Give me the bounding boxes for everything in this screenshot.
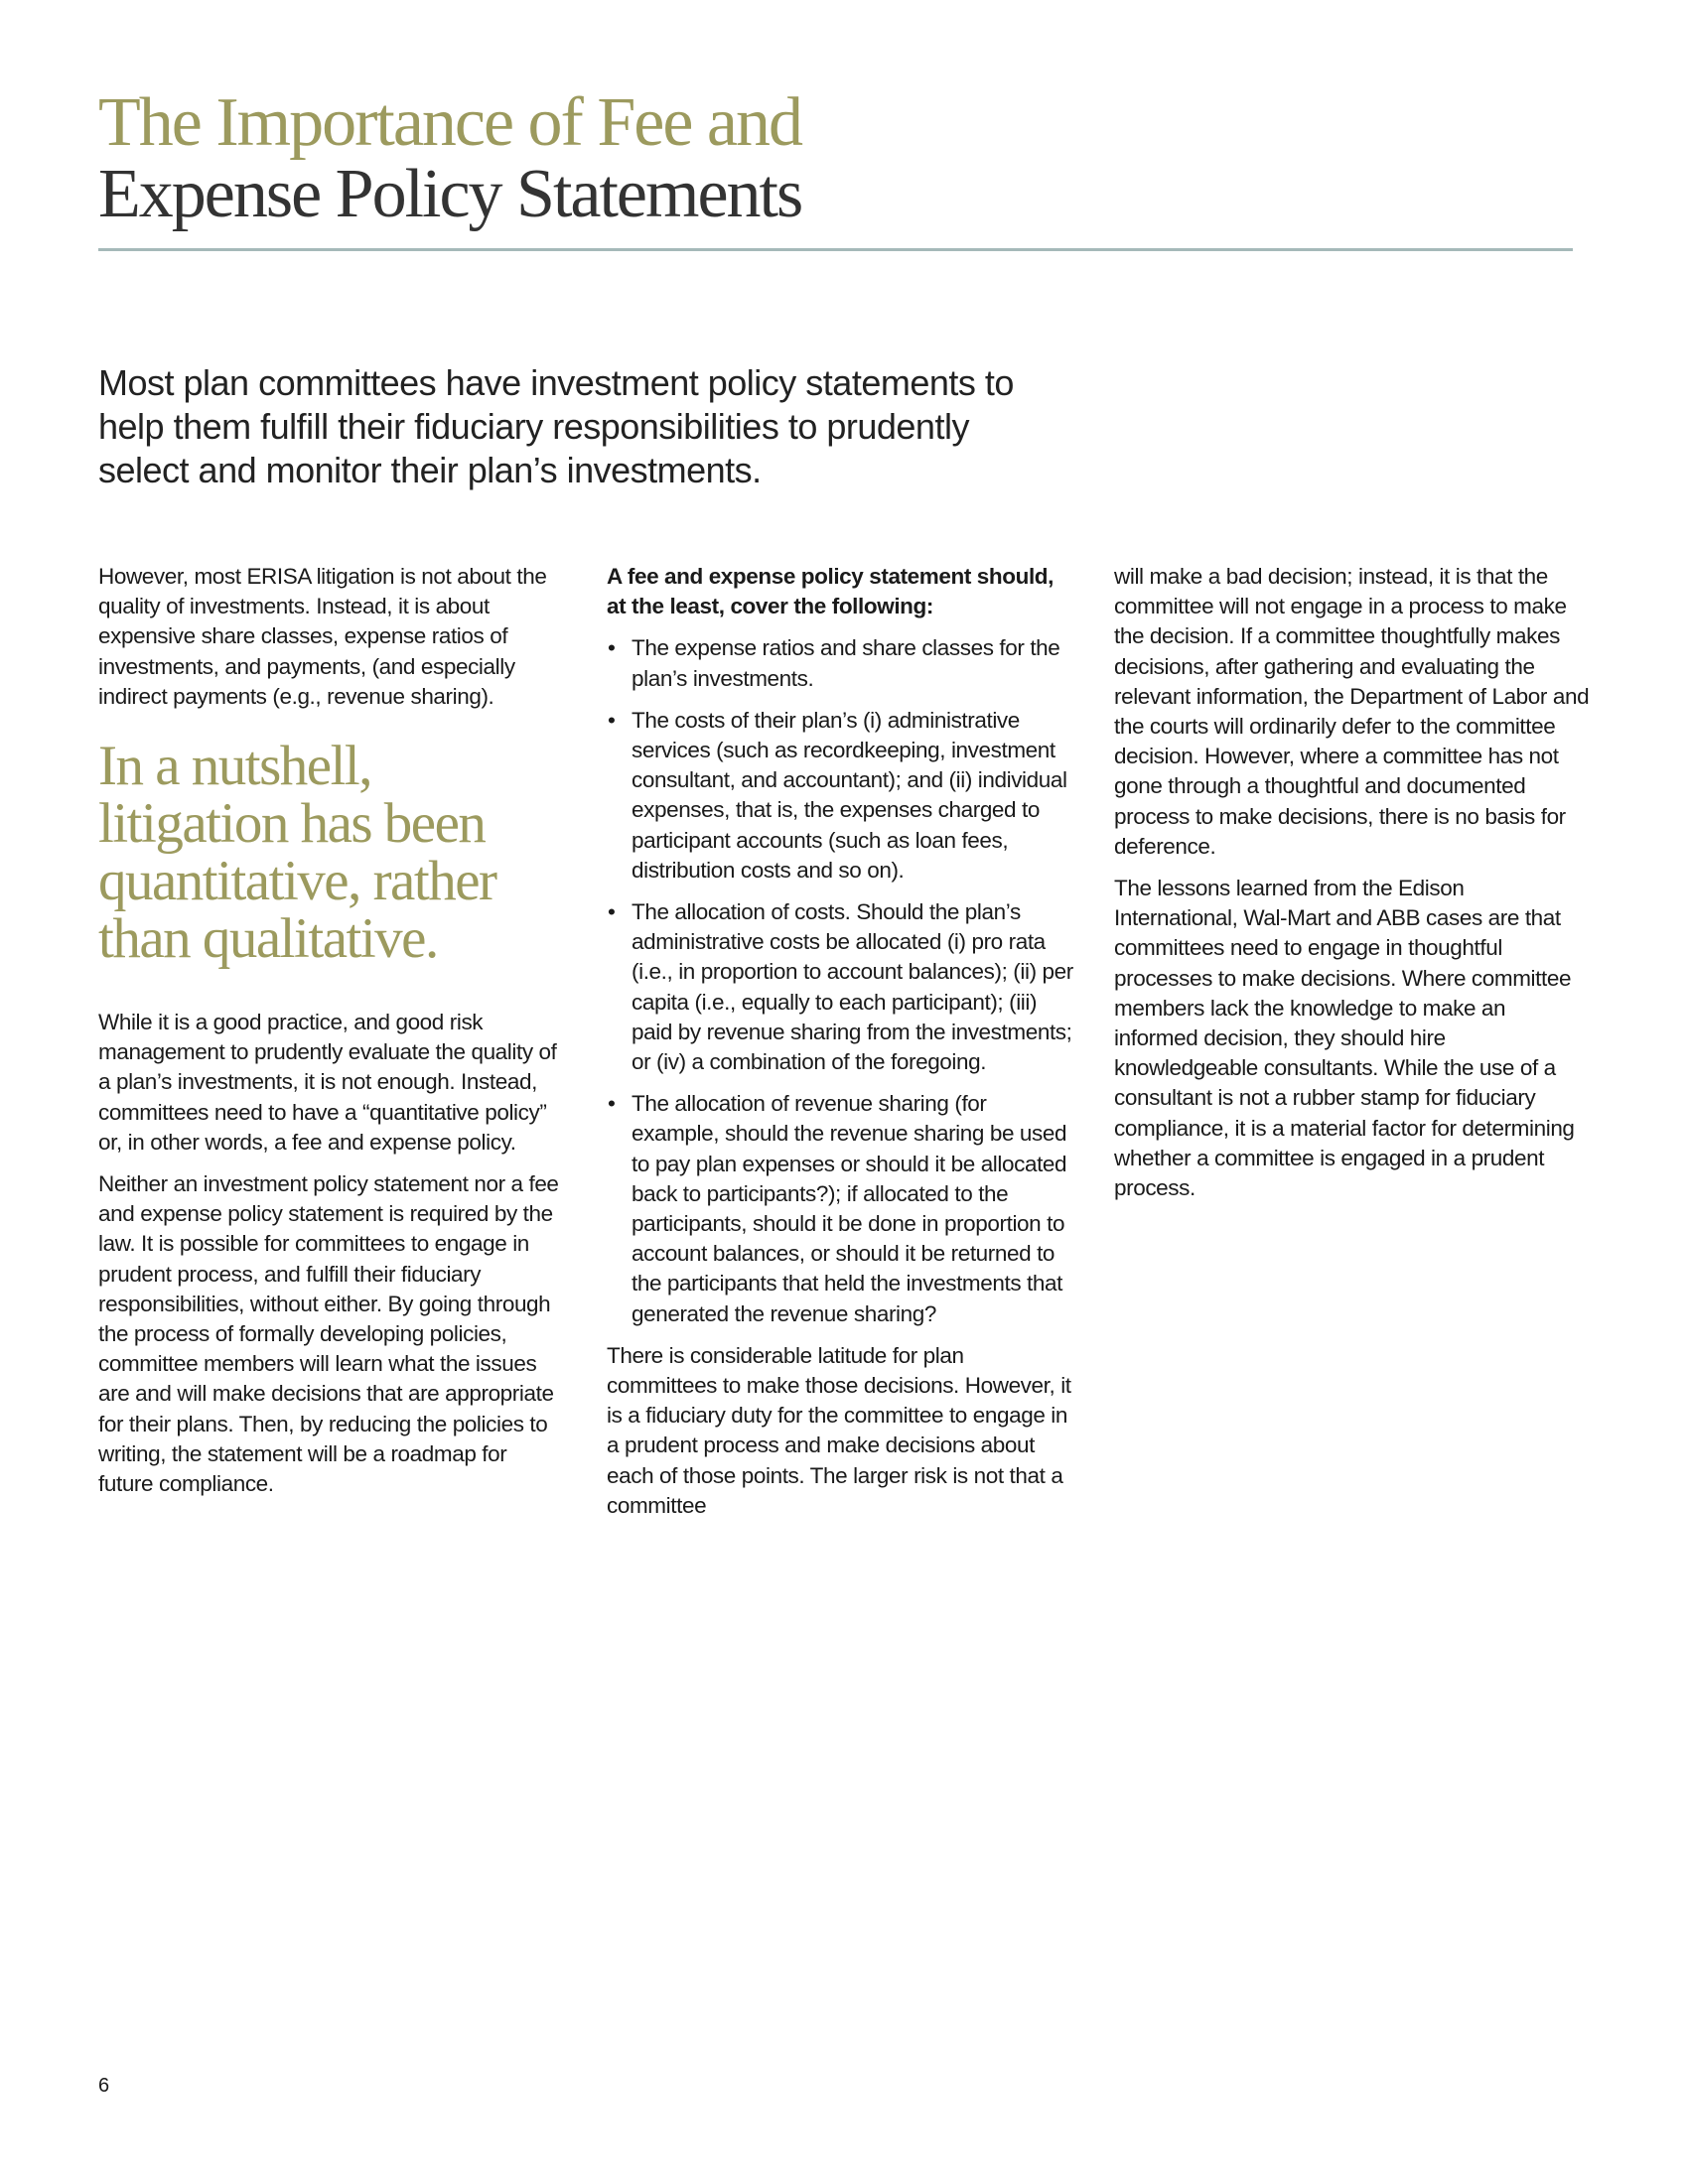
title-line-1: The Importance of Fee and — [98, 84, 802, 161]
pull-quote: In a nutshell, litigation has been quantitative, rather than qualitative. — [98, 735, 496, 971]
intro-paragraph: Most plan committees have investment policy statements to help them fulfill their fiduciary responsibilities to prudently select and monitor their plan’s investments. — [98, 362, 1014, 490]
column-1 — [98, 562, 565, 1511]
bullet-list — [607, 633, 1073, 1328]
column-2 — [607, 562, 1073, 1533]
list-item: • The allocation of costs. Should the plan’s administrative costs be allocated (i) pro rata (i.e., in proportion to account balances); (ii) per capita (i.e., equally to each participant); (iii) paid by revenue sharing from the investments; or (iv) a combination of the foregoing. — [632, 897, 1073, 1077]
list-item: • The expense ratios and share classes for the plan’s investments. — [632, 633, 1073, 693]
body-paragraph: While it is a good practice, and good risk management to prudently evaluate the quality of a plan’s investments, it is not enough. Instead, committees need to have a “quantitative policy” or, in other words, a fee and expense policy. — [98, 1010, 557, 1155]
body-paragraph: However, most ERISA litigation is not about the quality of investments. Instead, it is about expensive share classes, expense ratios of investments, and payments, (and especially indirect payments (e.g., revenue sharing). — [98, 564, 547, 709]
column-3 — [1114, 562, 1591, 1215]
body-paragraph: There is considerable latitude for plan committees to make those decisions. However, it is a fiduciary duty for the committee to engage in a prudent process and make decisions about each of those points. The larger risk is not that a committee — [607, 1342, 1071, 1518]
list-heading: A fee and expense policy statement should, at the least, cover the following: — [607, 564, 1054, 619]
list-item: • The allocation of revenue sharing (for example, should the revenue sharing be used to pay plan expenses or should it be allocated back to participants?); if allocated to the participants, should it be done in proportion to account balances, or should it be returned to the participants that held the investments that generated the revenue sharing? — [632, 1089, 1073, 1329]
body-paragraph: Neither an investment policy statement nor a fee and expense policy statement is required by the law. It is possible for committees to engage in prudent process, and fulfill their fiduciary responsibilities, without either. By going through the process of formally developing policies, committee members will learn what the issues are and will make decisions that are appropriate for their plans. Then, by reducing the policies to writing, the statement will be a roadmap for future compliance. — [98, 1171, 559, 1497]
list-item: • The costs of their plan’s (i) administrative services (such as recordkeeping, investment consultant, and accountant); and (ii) individual expenses, that is, the expenses charged to participant accounts (such as loan fees, distribution costs and so on). — [632, 706, 1073, 886]
title-line-2: Expense Policy Statements — [98, 156, 802, 232]
body-paragraph: will make a bad decision; instead, it is that the committee will not engage in a process to make the decision. If a committee thoughtfully makes decisions, after gathering and evaluating the relevant information, the Department of Labor and the courts will ordinarily defer to the committee decision. However, where a committee has not gone through a thoughtful and documented process to make decisions, there is no basis for deference. — [1114, 564, 1590, 859]
page-number: 6 — [98, 2075, 110, 2097]
page-title — [98, 84, 802, 232]
title-divider — [98, 248, 1573, 251]
body-paragraph: The lessons learned from the Edison International, Wal-Mart and ABB cases are that committees need to engage in thoughtful processes to make decisions. Where committee members lack the knowledge to make an informed decision, they should hire knowledgeable consultants. While the use of a consultant is not a rubber stamp for fiduciary compliance, it is a material factor for determining whether a committee is engaged in a prudent process. — [1114, 876, 1575, 1201]
